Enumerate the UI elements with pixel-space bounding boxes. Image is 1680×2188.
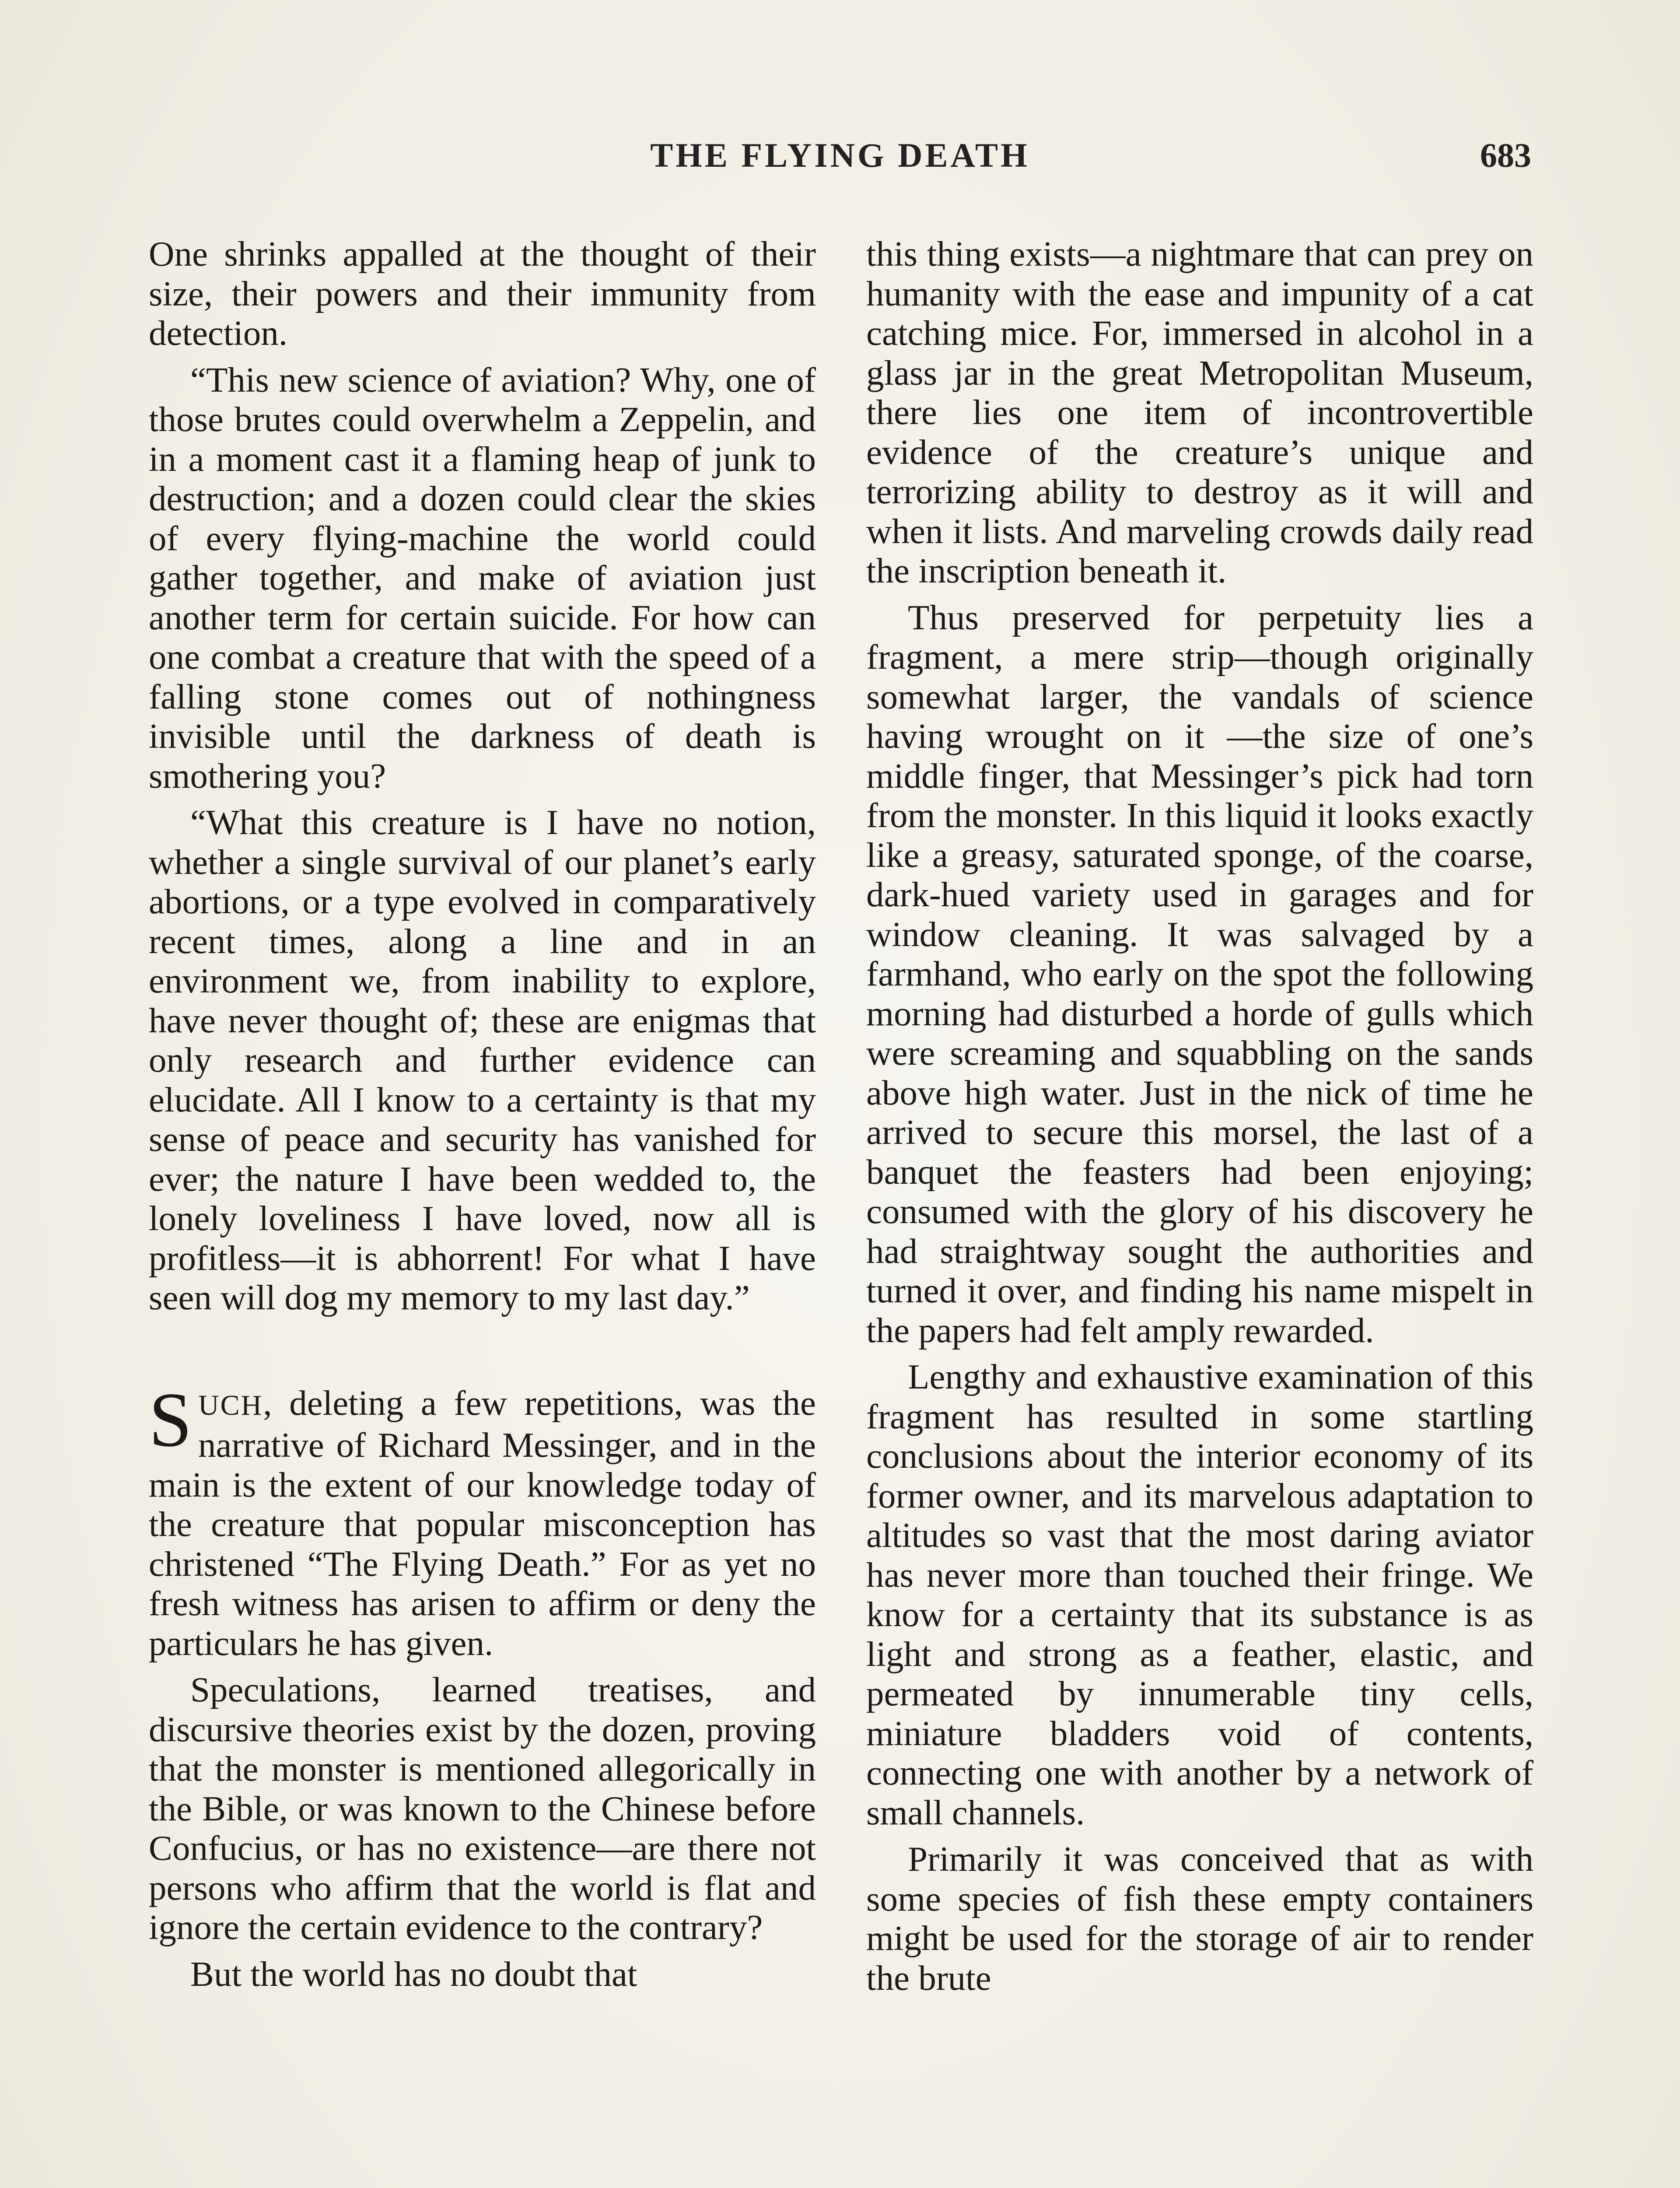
paragraph: “This new science of aviation? Why, one of those brutes could overwhelm a Zeppelin, and in a moment cast it a flaming heap of junk to destruction; and a dozen could clear the skies of every flying-machine the world could gather together, and make of aviation just another term for certain suicide. For how can one combat a creature that with the speed of a falling stone comes out of nothingness invisible until the darkness of death is smothering you? xyxy=(149,360,816,796)
paragraph: Lengthy and exhaustive examination of this fragment has resulted in some startling conclusions about the interior economy of its former owner, and its marvelous adaptation to altitudes so vast that the most daring aviator has never more than touched their fringe. We know for a certainty that its substance is as light and strong as a feather, elastic, and permeated by innumerable tiny cells, miniature bladders void of contents, connecting one with another by a network of small channels. xyxy=(866,1357,1533,1832)
paragraph: But the world has no doubt that xyxy=(190,1954,637,1994)
left-column xyxy=(149,234,816,2001)
paragraph: Speculations, learned treatises, and discursive theories exist by the dozen, proving that the monster is mentioned allegorically in the Bible, or was known to the Chinese before Confucius, or has no existence—are there not persons who affirm that the world is flat and ignore the certain evidence to the contrary? xyxy=(149,1670,816,1947)
right-column xyxy=(866,234,1533,2005)
section-opening-paragraph xyxy=(149,1376,816,1663)
drop-cap: S xyxy=(149,1376,192,1463)
paragraph: this thing exists—a nightmare that can prey on humanity with the ease and impunity of a cat catching mice. For, immersed in alcohol in a glass jar in the great Metropolitan Museum, there lies one item of incontrovertible evidence of the creature’s unique and terrorizing ability to destroy as it will and when it lists. And marveling crowds daily read the inscription beneath it. xyxy=(866,234,1533,590)
paragraph: One shrinks appalled at the thought of their size, their powers and their immunity from detection. xyxy=(149,234,816,353)
running-head xyxy=(149,136,1531,184)
small-caps-lead: UCH xyxy=(198,1389,263,1421)
paragraph: Primarily it was conceived that as with some species of fish these empty containers might be used for the storage of air to render the brute xyxy=(866,1839,1533,1998)
running-title: THE FLYING DEATH xyxy=(650,136,1030,174)
paragraph-text: , deleting a few repetitions, was the narrative of Richard Messinger, and in the main is the extent of our knowledge today of the creature that popular misconception has christened “The Flying Death.” For as yet no fresh witness has arisen to affirm or deny the particulars he has given. xyxy=(149,1383,816,1663)
paragraph: “What this creature is I have no notion, whether a single survival of our planet’s early abortions, or a type evolved in comparatively recent times, along a line and in an environment we, from inability to explore, have never thought of; these are enigmas that only research and further evidence can elucidate. All I know to a certainty is that my sense of peace and security has vanished for ever; the nature I have been wedded to, the lonely loveliness I have loved, now all is profitless—it is abhorrent! For what I have seen will dog my memory to my last day.” xyxy=(149,803,816,1317)
page-number: 683 xyxy=(1480,136,1531,174)
paragraph: Thus preserved for perpetuity lies a fragment, a mere strip—though originally somewhat larger, the vandals of science having wrought on it —the size of one’s middle finger, that Messinger’s pick had torn from the monster. In this liquid it looks exactly like a greasy, saturated sponge, of the coarse, dark-hued variety used in garages and for window cleaning. It was salvaged by a farmhand, who early on the spot the following morning had disturbed a horde of gulls which were screaming and squabbling on the sands above high water. Just in the nick of time he arrived to secure this morsel, the last of a banquet the feasters had been enjoying; consumed with the glory of his discovery he had straightway sought the authorities and turned it over, and finding his name mispelt in the papers had felt amply rewarded. xyxy=(866,597,1533,1350)
